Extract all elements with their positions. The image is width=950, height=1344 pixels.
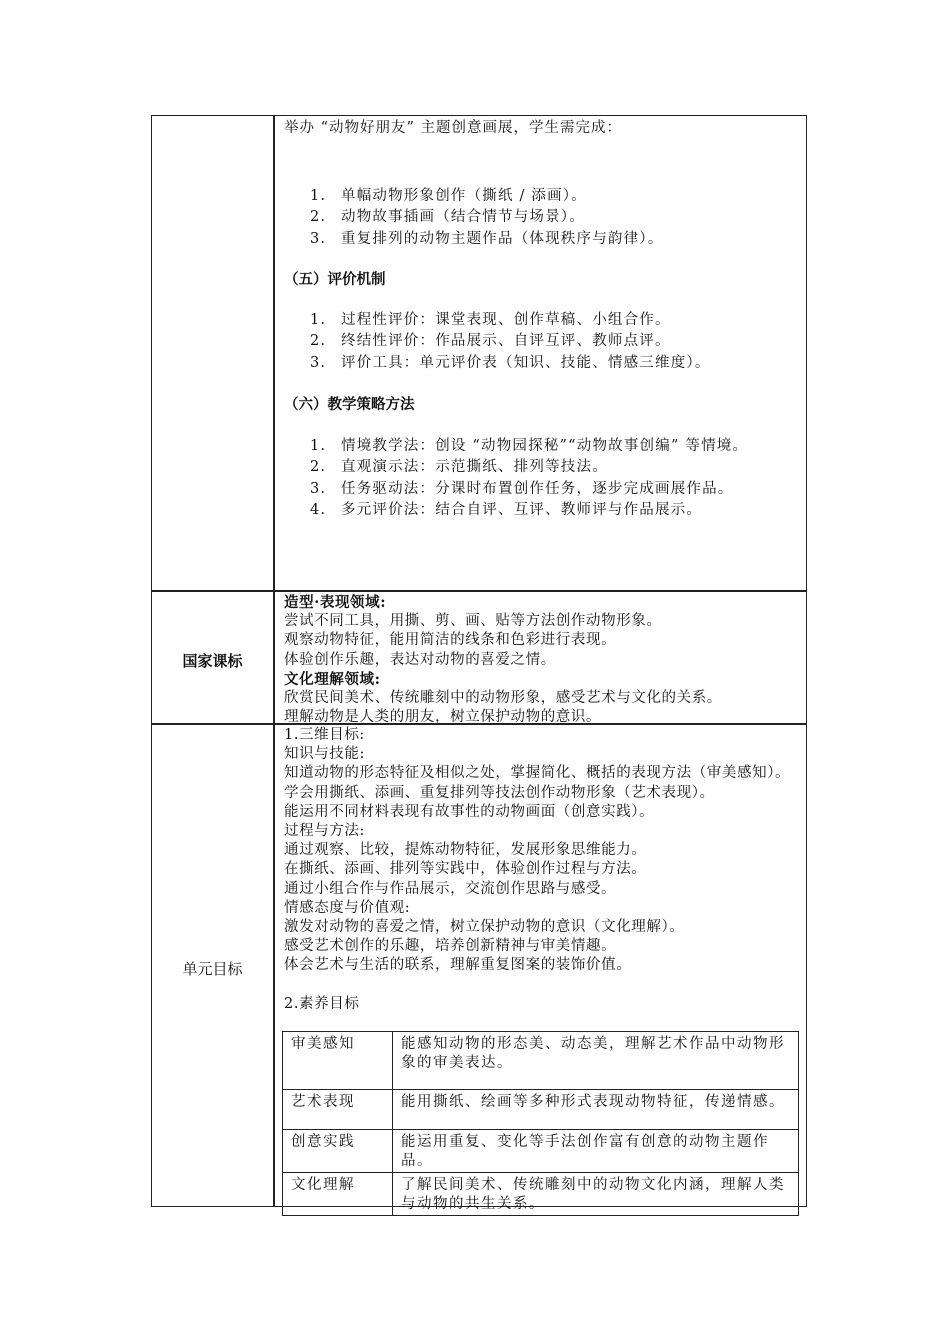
literacy-value: 了解民间美术、传统雕刻中的动物文化内涵，理解人类与动物的共生关系。 [393,1173,799,1216]
literacy-key: 审美感知 [283,1032,393,1090]
list-item: 1. 单幅动物形象创作（撕纸 / 添画）。 [310,187,587,204]
literacy-value: 能运用重复、变化等手法创作富有创意的动物主题作品。 [393,1130,799,1173]
curriculum-cell [284,593,796,727]
evaluation-list [284,310,798,375]
text-line: 情感态度与价值观: [284,899,411,916]
unit-goals-label: 单元目标 [182,960,243,978]
text-line: 观察动物特征，能用简洁的线条和色彩进行表现。 [284,632,617,649]
text-line: 在撕纸、添画、排列等实践中，体验创作过程与方法。 [284,861,647,878]
text-line: 知识与技能: [284,746,365,763]
text-line: 学会用撕纸、添画、重复排列等技法创作动物形象（艺术表现）。 [284,784,715,801]
domain-title: 造型·表现领域: [284,594,387,611]
literacy-value: 能感知动物的形态美、动态美，理解艺术作品中动物形象的审美表达。 [393,1032,799,1090]
column-divider [273,116,275,1206]
text-line: 激发对动物的喜爱之情，树立保护动物的意识（文化理解）。 [284,919,685,936]
list-item: 3. 重复排列的动物主题作品（体现秩序与韵律）。 [310,230,664,247]
text-line: 感受艺术创作的乐趣，培养创新精神与审美情趣。 [284,938,617,955]
text-line: 能运用不同材料表现有故事性的动物画面（创意实践）。 [284,803,655,820]
list-item: 2. 动物故事插画（结合情节与场景）。 [310,209,585,225]
list-item: 4. 多元评价法：结合自评、互评、教师评与作品展示。 [310,502,703,518]
text-line: 过程与方法: [284,823,365,840]
exhibit-intro: 举办 “动物好朋友” 主题创意画展，学生需完成： [284,120,623,136]
section-title-evaluation: （五）评价机制 [284,271,386,288]
list-item: 1. 过程性评价：课堂表现、创作草稿、小组合作。 [310,311,671,328]
text-line: 1.三维目标: [284,727,365,743]
text-line: 通过观察、比较，提炼动物特征，发展形象思维能力。 [284,842,647,859]
text-line: 体验创作乐趣，表达对动物的喜爱之情。 [284,651,556,668]
literacy-value: 能用撕纸、绘画等多种形式表现动物特征，传递情感。 [393,1090,799,1130]
curriculum-label: 国家课标 [182,652,243,670]
table-row [283,1032,799,1090]
domain-title: 文化理解领域: [284,670,381,688]
exhibit-list [284,186,798,251]
table-row [283,1173,799,1216]
text-line: 理解动物是人类的朋友，树立保护动物的意识。 [284,709,602,726]
section-title-strategies: （六）教学策略方法 [284,396,415,413]
text-line: 尝试不同工具，用撕、剪、画、贴等方法创作动物形象。 [284,613,662,630]
table-row [283,1130,799,1173]
literacy-key: 创意实践 [283,1130,393,1173]
lesson-plan-table [151,115,807,1212]
strategy-list [284,436,798,522]
literacy-key: 文化理解 [283,1173,393,1216]
unit-goals-cell [284,726,796,1014]
activity-cell [284,118,798,522]
list-item: 3. 评价工具：单元评价表（知识、技能、情感三维度）。 [310,354,711,371]
text-line: 知道动物的形态特征及相似之处，掌握简化、概括的表现方法（审美感知）。 [284,765,791,782]
text-line: 通过小组合作与作品展示，交流创作思路与感受。 [284,880,617,897]
text-line: 欣赏民间美术、传统雕刻中的动物形象，感受艺术与文化的关系。 [284,690,722,707]
row-divider [152,590,806,592]
list-item: 1. 情境教学法：创设 “动物园探秘”“动物故事创编” 等情境。 [310,437,749,454]
list-item: 2. 直观演示法：示范撕纸、排列等技法。 [310,459,608,475]
list-item: 2. 终结性评价：作品展示、自评互评、教师点评。 [310,333,671,349]
list-item: 3. 任务驱动法：分课时布置创作任务，逐步完成画展作品。 [310,480,734,497]
text-line: 体会艺术与生活的联系，理解重复图案的装饰价值。 [284,957,632,974]
literacy-key: 艺术表现 [283,1090,393,1130]
literacy-goals-table [282,1031,799,1216]
literacy-title: 2.素养目标 [284,995,360,1012]
table-row [283,1090,799,1130]
